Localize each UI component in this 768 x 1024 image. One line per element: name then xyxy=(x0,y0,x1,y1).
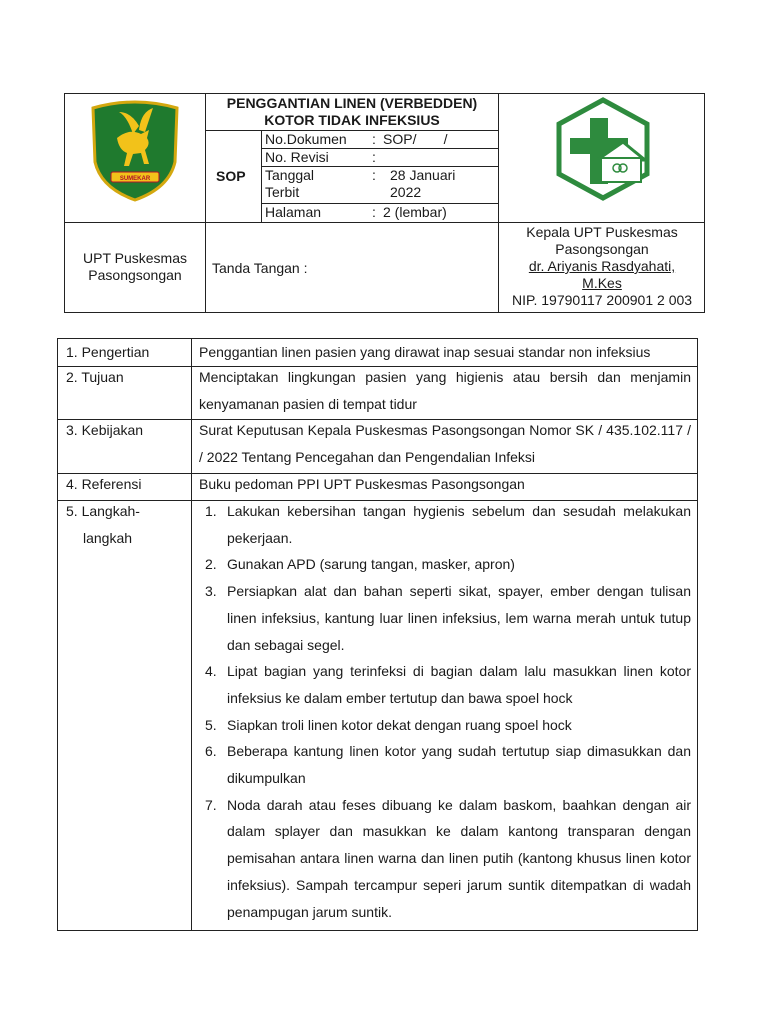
head-title-line1: Kepala UPT Puskesmas xyxy=(526,224,678,240)
step-number: 7. xyxy=(205,796,217,813)
row-text-pengertian: Penggantian linen pasien yang dirawat inap sesuai standar non infeksius xyxy=(199,344,651,360)
step-text: Gunakan APD (sarung tangan, masker, apron) xyxy=(227,556,515,573)
puskesmas-logo xyxy=(553,96,653,216)
step-item xyxy=(205,712,691,739)
row-text-referensi: Buku pedoman PPI UPT Puskesmas Pasongsongan xyxy=(199,476,525,492)
sop-content-table xyxy=(57,338,719,931)
head-title-line2: Pasongsongan xyxy=(555,241,649,257)
step-text: Siapkan troli linen kotor dekat dengan ruang spoel hock xyxy=(227,716,572,733)
regency-logo xyxy=(89,98,181,202)
row-text-tujuan: Menciptakan lingkungan pasien yang higienis atau bersih dan menjamin kenyamanan pasien di tempat tidur xyxy=(199,369,691,412)
head-name-line1: dr. Ariyanis Rasdyahati, xyxy=(528,258,676,274)
meta-tanggal-terbit: Tanggal Terbit : 28 Januari 2022 xyxy=(265,167,456,200)
step-number: 4. xyxy=(205,663,217,680)
row-text-kebijakan: Surat Keputusan Kepala Puskesmas Pasongsongan Nomor SK / 435.102.117 / / 2022 Tentang Pencegahan dan Pengendalian Infeksi xyxy=(199,422,719,465)
meta-no-dokumen: No.Dokumen : SOP/ / xyxy=(265,131,448,147)
svg-text:SUMEKAR: SUMEKAR xyxy=(119,176,151,182)
meta-halaman: Halaman : 2 (lembar) xyxy=(265,204,447,220)
row-label-kebijakan: 3. Kebijakan xyxy=(66,422,144,438)
org-name-line2: Pasongsongan xyxy=(88,267,182,283)
sop-header-table xyxy=(64,93,705,313)
step-number: 5. xyxy=(205,716,217,733)
step-item xyxy=(205,578,691,658)
row-label-referensi: 4. Referensi xyxy=(66,476,142,492)
step-number: 3. xyxy=(205,583,217,600)
head-name-line2: M.Kes xyxy=(582,275,622,291)
sop-title-line2: KOTOR TIDAK INFEKSIUS xyxy=(264,112,440,128)
meta-no-revisi: No. Revisi : xyxy=(265,149,376,165)
head-nip: NIP. 19790117 200901 2 003 xyxy=(511,292,693,308)
step-item xyxy=(205,658,691,711)
step-number: 6. xyxy=(205,743,217,760)
row-label-pengertian: 1. Pengertian xyxy=(66,344,150,360)
steps-list xyxy=(191,498,691,925)
row-label-langkah-line2: langkah xyxy=(83,529,133,546)
row-label-langkah-line1: 5. Langkah- xyxy=(66,503,140,519)
sop-label: SOP xyxy=(216,168,246,184)
step-item xyxy=(205,498,691,551)
step-item xyxy=(205,738,691,791)
step-text: Beberapa kantung linen kotor yang sudah tertutup siap dimasukkan dan dikumpulkan xyxy=(227,743,691,787)
step-text: Lakukan kebersihan tangan hygienis sebelum dan sesudah melakukan pekerjaan. xyxy=(227,503,691,546)
org-name-line1: UPT Puskesmas xyxy=(83,250,187,266)
step-number: 1. xyxy=(205,503,217,519)
step-text: Lipat bagian yang terinfeksi di bagian dalam lalu masukkan linen kotor infeksius ke dalam ember tertutup dan bawa spoel hock xyxy=(227,663,691,706)
step-number: 2. xyxy=(205,556,217,573)
sop-title-line1: PENGGANTIAN LINEN (VERBEDDEN) xyxy=(226,95,478,111)
step-text: Noda darah atau feses dibuang ke dalam baskom, baahkan dengan air dalam splayer dan masukkan ke dalam kantong transparan dengan pemisahan antara linen warna dan linen putih (kantong khusus linen kotor infeksius). Sampah tercampur seperi jarum suntik ditempatkan di wadah penampugan jarum suntik. xyxy=(227,796,691,920)
step-item xyxy=(205,792,691,926)
signature-label: Tanda Tangan : xyxy=(212,260,308,276)
row-label-tujuan: 2. Tujuan xyxy=(66,369,124,385)
step-text: Persiapkan alat dan bahan seperti sikat, spayer, ember dengan tulisan linen infeksius, kantung luar linen infeksius, lem warna merah untuk tutup dan sebagai segel. xyxy=(227,583,691,653)
step-item xyxy=(205,551,691,578)
